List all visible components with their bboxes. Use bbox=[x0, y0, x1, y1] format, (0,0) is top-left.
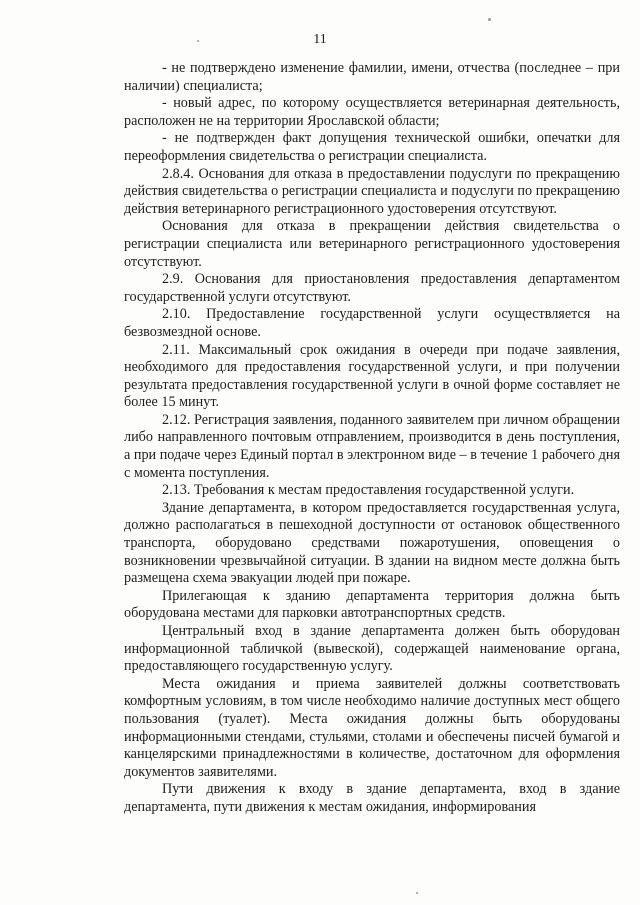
paragraph: Прилегающая к зданию департамента территория должна быть оборудована местами для парковки автотранспортных средств. bbox=[124, 587, 620, 622]
paragraph: Здание департамента, в котором предоставляется государственная услуга, должно располагаться в пешеходной доступности от остановок общественного транспорта, оборудовано средствами пожаротушения, оповещения о возникновении чрезвычайной ситуации. В здании на видном месте должна быть размещена схема эвакуации людей при пожаре. bbox=[124, 499, 620, 587]
scan-speck bbox=[488, 18, 491, 21]
paragraph: - не подтвержден факт допущения технической ошибки, опечатки для переоформления свидетельства о регистрации специалиста. bbox=[124, 130, 620, 164]
paragraph: 2.13. Требования к местам предоставления государственной услуги. bbox=[162, 482, 575, 499]
paragraph: 2.8.4. Основания для отказа в предоставлении подуслуги по прекращению действия свидетельства о регистрации специалиста и подуслуги по прекращению действия ветеринарного регистрационного удостоверения отсутствуют. bbox=[124, 165, 620, 217]
paragraph: Пути движения к входу в здание департамента, вход в здание департамента, пути движения к местам ожидания, информирования bbox=[124, 781, 620, 815]
paragraph: 2.11. Максимальный срок ожидания в очереди при подаче заявления, необходимого для предоставления государственной услуги, и при получении результата предоставления государственной услуги в очной форме составляет не более 15 минут. bbox=[124, 341, 620, 411]
paragraph: - новый адрес, по которому осуществляется ветеринарная деятельность, расположен не на территории Ярославской области; bbox=[124, 95, 620, 129]
page-number: 11 bbox=[313, 32, 327, 47]
paragraph: Центральный вход в здание департамента должен быть оборудован информационной табличкой (вывеской), содержащей наименование органа, предоставляющего государственную услугу. bbox=[124, 623, 620, 675]
paragraph: - не подтверждено изменение фамилии, имени, отчества (последнее – при наличии) специалиста; bbox=[124, 60, 620, 94]
paragraph: Места ожидания и приема заявителей должны соответствовать комфортным условиям, в том числе необходимо наличие доступных мест общего пользования (туалет). Места ожидания должны быть оборудованы информационными стендами, стульями, столами и обеспечены писчей бумагой и канцелярскими принадлежностями в количестве, достаточном для оформления документов заявителями. bbox=[124, 675, 620, 780]
paragraph: Основания для отказа в прекращении действия свидетельства о регистрации специалиста или ветеринарного регистрационного удостоверения отсутствуют. bbox=[124, 218, 620, 270]
paragraph: 2.10. Предоставление государственной услуги осуществляется на безвозмездной основе. bbox=[124, 306, 620, 340]
paragraph: 2.12. Регистрация заявления, поданного заявителем при личном обращении либо направленного почтовым отправлением, производится в день поступления, а при подаче через Единый портал в электронном виде – в течение 1 рабочего дня с момента поступления. bbox=[124, 411, 620, 481]
scan-speck bbox=[416, 892, 418, 894]
document-body bbox=[124, 60, 620, 817]
paragraph: 2.9. Основания для приостановления предоставления департаментом государственной услуги отсутствуют. bbox=[124, 271, 620, 305]
